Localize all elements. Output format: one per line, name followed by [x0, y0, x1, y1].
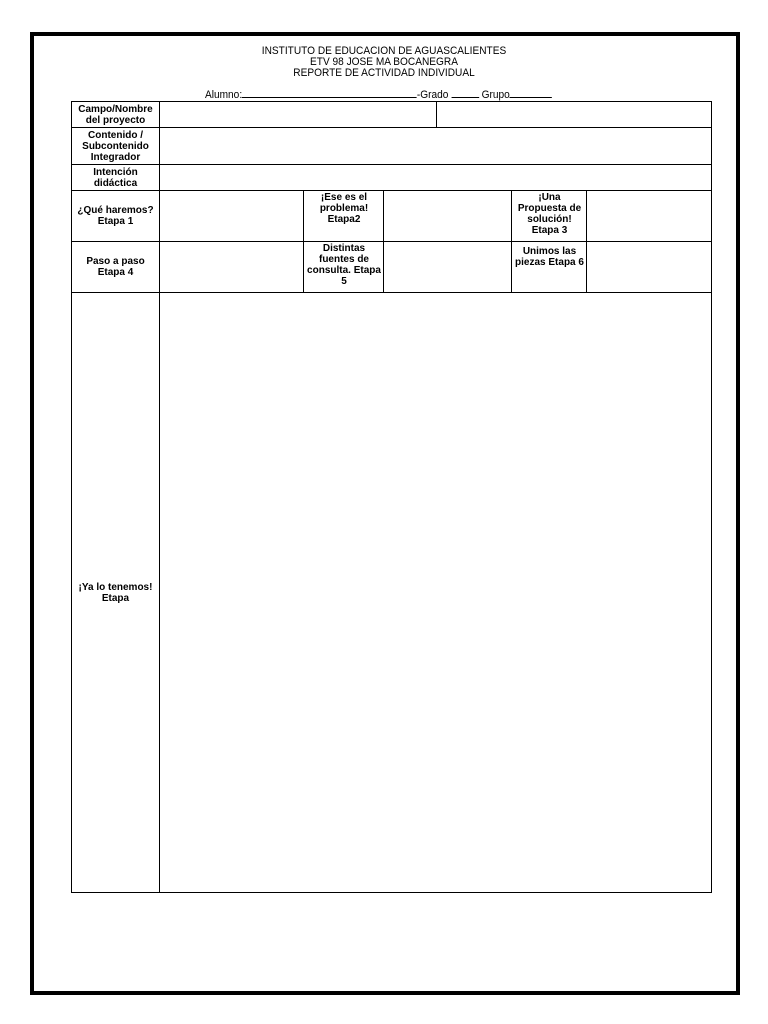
student-info-line: [205, 88, 552, 101]
etapa6-label: Unimos las piezas Etapa 6: [515, 246, 584, 268]
ya-lo-tenemos-label: ¡Ya lo tenemos! Etapa: [78, 581, 153, 604]
etapa4-label: Paso a paso Etapa 4: [86, 256, 145, 278]
etapa5-field[interactable]: [384, 242, 511, 292]
etapa3-label: ¡Una Propuesta de solución! Etapa 3: [517, 192, 582, 236]
grado-label: -Grado: [416, 89, 449, 101]
etapa1-field[interactable]: [160, 191, 303, 241]
report-title: REPORTE DE ACTIVIDAD INDIVIDUAL: [293, 67, 475, 79]
etapa2-field[interactable]: [384, 191, 511, 241]
campo-label: Campo/Nombre del proyecto: [78, 103, 153, 126]
alumno-label: Alumno:: [205, 89, 243, 101]
grado-blank[interactable]: [451, 88, 479, 98]
ya-lo-tenemos-field[interactable]: [160, 293, 711, 892]
etapa2-label: ¡Ese es el problema! Etapa2: [319, 192, 369, 225]
school-name: ETV 98 JOSE MA BOCANEGRA: [310, 56, 458, 68]
etapa4-field[interactable]: [160, 242, 303, 292]
institution-title: INSTITUTO DE EDUCACION DE AGUASCALIENTES: [261, 45, 507, 57]
alumno-blank[interactable]: [242, 88, 417, 98]
etapa3-field[interactable]: [587, 191, 711, 241]
contenido-field[interactable]: [160, 128, 711, 164]
campo-field[interactable]: [160, 102, 436, 127]
contenido-label: Contenido / Subcontenido Integrador: [82, 129, 149, 163]
proyecto-field[interactable]: [437, 102, 711, 127]
etapa5-label: Distintas fuentes de consulta. Etapa 5: [307, 243, 381, 287]
grupo-blank[interactable]: [510, 88, 552, 98]
grupo-label: Grupo: [481, 89, 510, 101]
etapa1-label: ¿Qué haremos? Etapa 1: [77, 205, 154, 227]
etapa6-field[interactable]: [587, 242, 711, 292]
intencion-field[interactable]: [160, 165, 711, 190]
intencion-label: Intención didáctica: [93, 166, 138, 189]
